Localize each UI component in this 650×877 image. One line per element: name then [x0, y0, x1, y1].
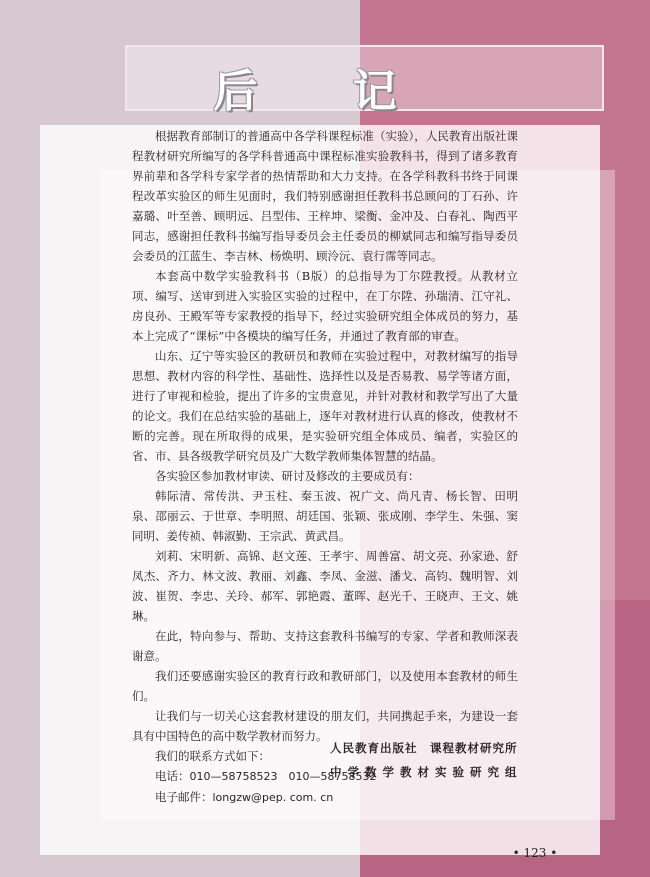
paragraph: 根据教育部制订的普通高中各学科课程标准（实验），人民教育出版社课程教材研究所编写的各学科普通高中课程标准实验教科书，得到了诸多教育界前辈和各学科专家学者的热情帮助和大力支持。在各学科教科书终于同课程改革实验区的师生见面时，我们特别感谢担任教科书总顾问的丁石孙、许嘉璐、叶至善、顾明远、吕型伟、王梓坤、梁衡、金冲及、白春礼、陶西平同志，感谢担任教科书编写指导委员会主任委员的柳斌同志和编写指导委员会委员的江蓝生、李吉林、杨焕明、顾泠沅、袁行霈等同志。 — [132, 129, 518, 263]
paragraph: 让我们与一切关心这套教材建设的朋友们，共同携起手来，为建设一套具有中国特色的高中数学教材而努力。 — [132, 709, 518, 743]
names-list: 刘莉、宋明新、高锦、赵文莲、王孝宇、周善富、胡文亮、孙家逊、舒凤杰、齐力、林文波、教丽、刘鑫、李凤、金滋、潘戈、高钧、魏明智、刘波、崔贺、李忠、关玲、郝军、郭艳霞、董晖、赵光千、王晓声、王文、姚琳。 — [132, 549, 518, 623]
email-value: longzw@pep. com. cn — [212, 791, 334, 804]
email-line — [132, 787, 518, 808]
email-label: 电子邮件： — [155, 790, 213, 804]
paragraph: 各实验区参加教材审读、研讨及修改的主要成员有： — [155, 469, 420, 483]
afterword-body — [132, 126, 518, 808]
paragraph: 在此，特向参与、帮助、支持这套教科书编写的专家、学者和教师深表谢意。 — [132, 629, 518, 663]
signature-group: 中 学 数 学 教 材 实 验 研 究 组 — [330, 765, 518, 779]
names-list: 韩际清、常传洪、尹玉柱、秦玉波、祝广文、尚凡青、杨长智、田明泉、邵丽云、于世章、李明照、胡廷国、张颖、张成刚、李学生、朱强、窦同明、姜传祯、韩淑勤、王宗武、黄武昌。 — [132, 489, 518, 543]
phone-label: 电话： — [155, 769, 190, 783]
signature-publisher: 人民教育出版社 课程教材研究所 — [330, 741, 518, 755]
phone-value: 010—58758523 010—58758532 — [189, 770, 377, 783]
paragraph: 我们还要感谢实验区的教育行政和教研部门，以及使用本套教材的师生们。 — [132, 669, 518, 703]
paragraph: 本套高中数学实验教科书（B版）的总指导为丁尔陞教授。从教材立项、编写、送审到进入实验区实验的过程中，在丁尔陞、孙瑞清、江守礼、房良孙、王殿军等专家教授的指导下，经过实验研究组全体成员的努力，基本上完成了“课标”中各模块的编写任务，并通过了教育部的审查。 — [132, 269, 518, 343]
paragraph: 山东、辽宁等实验区的教研员和教师在实验过程中，对教材编写的指导思想、教材内容的科学性、基础性、选择性以及是否易教、易学等诸方面，进行了审视和检验，提出了许多的宝贵意见，并针对教材和教学写出了大量的论文。我们在总结实验的基础上，逐年对教材进行认真的修改，使教材不断的完善。现在所取得的成果，是实验研究组全体成员、编者，实验区的省、市、县各级教学研究员及广大数学教师集体智慧的结晶。 — [132, 349, 518, 463]
page-title: 后 记 — [213, 66, 437, 117]
page-number: • 123 • — [512, 846, 558, 860]
paragraph: 我们的联系方式如下： — [155, 749, 270, 763]
